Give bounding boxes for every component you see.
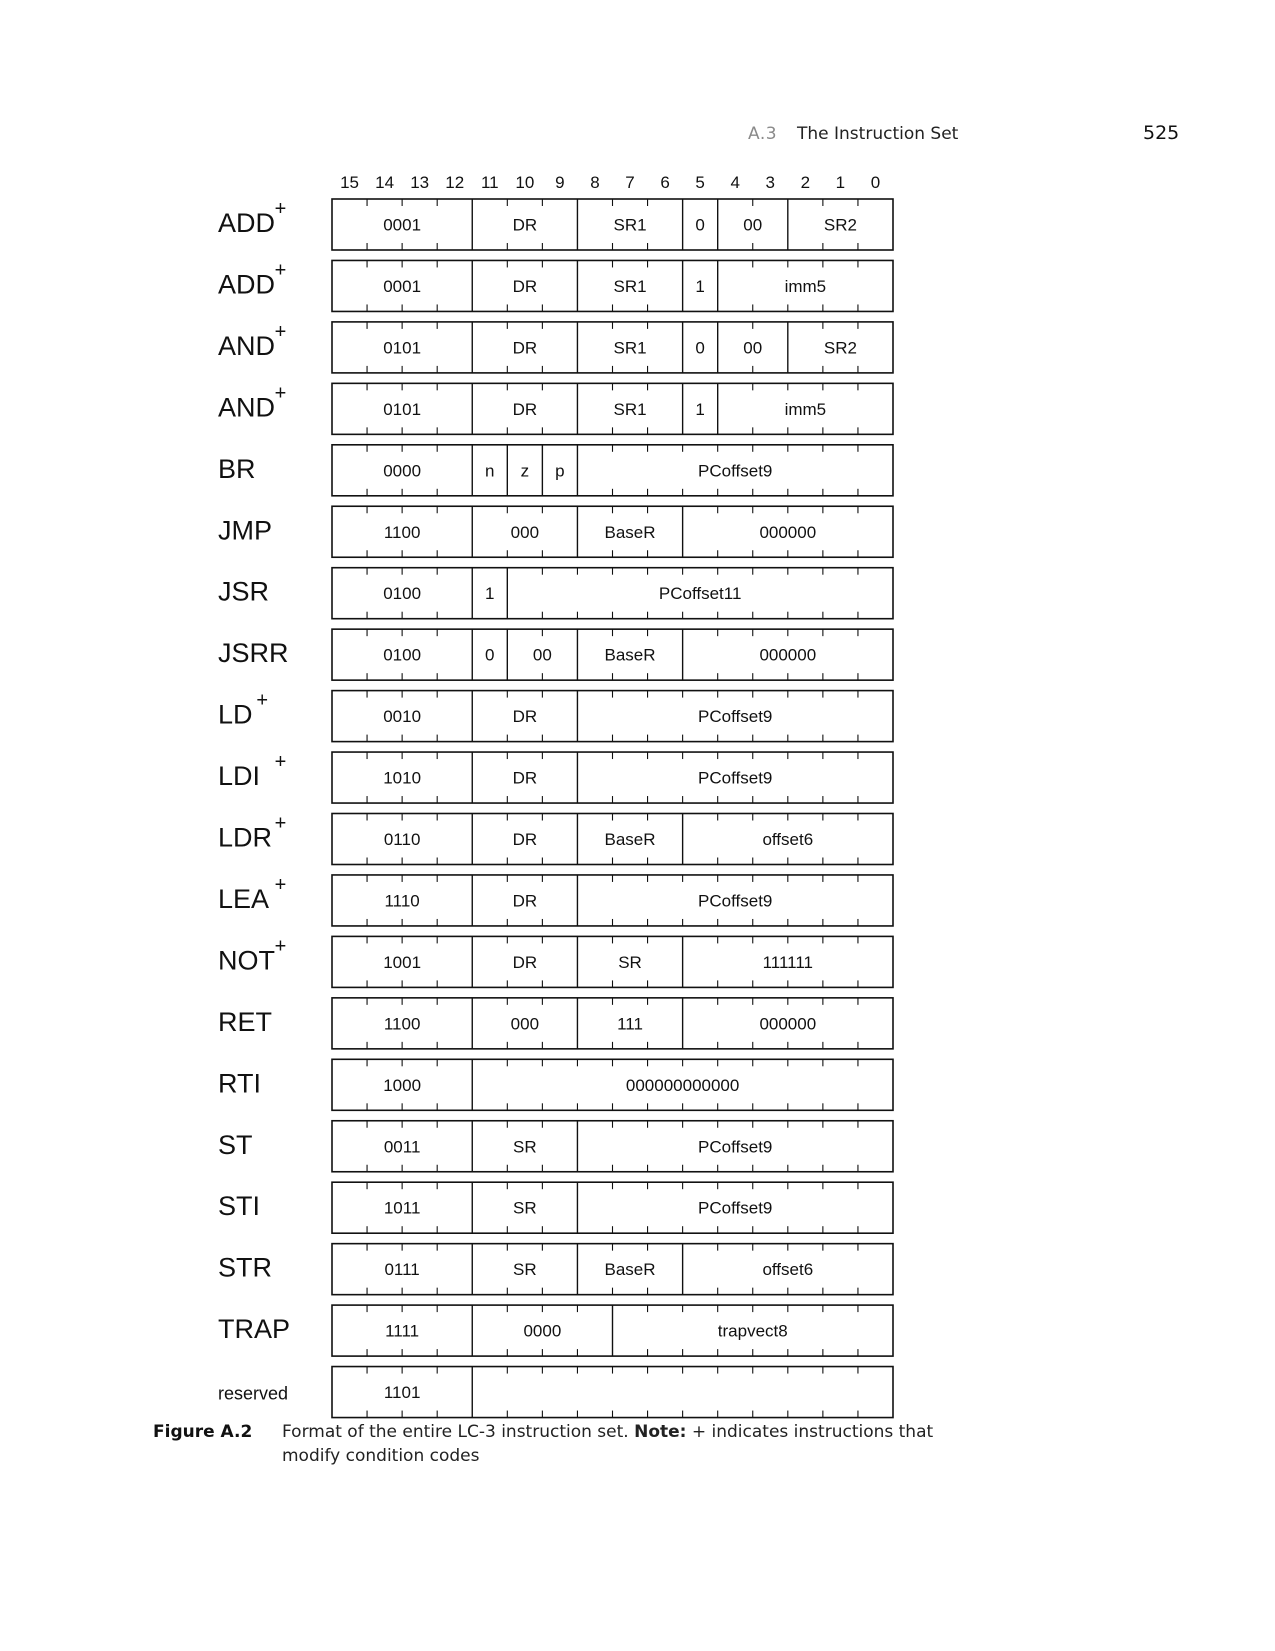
- field-label: 000: [510, 522, 540, 542]
- condition-code-plus: +: [274, 382, 287, 405]
- condition-code-plus: +: [274, 320, 287, 343]
- bit-number-label: 14: [375, 173, 395, 192]
- condition-code-plus: +: [274, 935, 287, 958]
- field-label: 1100: [383, 522, 421, 542]
- field-label: PCoffset9: [698, 707, 773, 727]
- condition-code-plus: +: [274, 198, 287, 220]
- field-label: 0: [485, 645, 495, 665]
- field-label: BaseR: [604, 830, 656, 849]
- instruction-name: ADD: [218, 269, 276, 300]
- field-label: 0010: [383, 707, 422, 727]
- field-label: 1100: [383, 1014, 421, 1034]
- section-number: A.3: [748, 124, 778, 144]
- field-label: PCoffset9: [698, 891, 773, 911]
- field-label: PCoffset9: [698, 461, 773, 481]
- instruction-name: AND: [218, 330, 276, 361]
- field-label: 0011: [383, 1137, 421, 1157]
- field-label: DR: [512, 215, 538, 235]
- instruction-name: LD: [218, 699, 253, 730]
- field-label: 1: [695, 276, 705, 296]
- instruction-name: JSRR: [218, 638, 289, 669]
- bit-number-label: 7: [625, 173, 635, 192]
- field-label: 00: [532, 645, 552, 665]
- field-label: SR2: [823, 215, 857, 235]
- field-label: 1000: [383, 1075, 422, 1095]
- caption-note-text: + indicates instructions that modify condition codes: [282, 1422, 934, 1466]
- instruction-name: LDI: [218, 761, 261, 792]
- caption-body: [282, 1420, 942, 1468]
- instruction-name: NOT: [218, 945, 275, 976]
- field-label: 1111: [385, 1321, 420, 1341]
- field-label: 000000: [759, 522, 817, 542]
- field-label: 111111: [762, 952, 814, 972]
- field-label: BaseR: [604, 645, 656, 665]
- bit-number-label: 10: [515, 173, 535, 192]
- instruction-name: LEA: [218, 883, 270, 914]
- field-label: 0001: [383, 215, 422, 235]
- field-label: 000000000000: [625, 1075, 740, 1095]
- field-label: 1011: [383, 1198, 421, 1218]
- condition-code-plus: +: [256, 689, 269, 712]
- field-label: PCoffset9: [698, 768, 773, 788]
- instruction-name: BR: [218, 453, 256, 484]
- field-label: offset6: [762, 830, 814, 849]
- instruction-name: STR: [218, 1252, 272, 1283]
- field-label: 0101: [383, 399, 422, 419]
- bit-number-label: 11: [480, 173, 499, 192]
- field-label: SR: [618, 952, 642, 972]
- field-label: SR1: [613, 338, 647, 358]
- field-label: 000: [510, 1014, 540, 1034]
- instruction-name: RET: [218, 1006, 272, 1037]
- field-label: 0: [695, 338, 705, 358]
- field-label: DR: [512, 952, 538, 972]
- field-label: 0110: [383, 830, 421, 849]
- bit-number-label: 2: [800, 173, 811, 192]
- field-label: p: [555, 461, 565, 481]
- field-label: DR: [512, 830, 538, 849]
- instruction-name: STI: [218, 1191, 261, 1222]
- instruction-name: JSR: [218, 576, 270, 607]
- bit-number-label: 8: [590, 173, 600, 192]
- instruction-name: AND: [218, 392, 276, 423]
- field-label: DR: [512, 399, 538, 419]
- field-label: 0100: [383, 584, 422, 604]
- field-label: PCoffset11: [658, 584, 742, 604]
- bit-number-label: 9: [555, 173, 565, 192]
- field-label: 1001: [383, 952, 422, 972]
- bit-number-label: 4: [730, 173, 740, 192]
- caption-label: Figure A.2: [153, 1422, 253, 1442]
- bit-number-label: 15: [340, 173, 359, 192]
- field-label: 1: [695, 399, 705, 419]
- caption-text: Format of the entire LC-3 instruction set.: [282, 1422, 629, 1442]
- field-label: offset6: [762, 1260, 814, 1280]
- condition-code-plus: +: [274, 259, 287, 282]
- condition-code-plus: +: [274, 873, 287, 896]
- bit-number-label: 13: [410, 173, 430, 192]
- field-label: 1010: [383, 768, 422, 788]
- field-label: PCoffset9: [698, 1137, 773, 1157]
- field-label: SR: [513, 1198, 537, 1218]
- field-label: SR2: [823, 338, 857, 358]
- bit-number-label: 1: [835, 173, 846, 192]
- instruction-name: reserved: [218, 1383, 289, 1404]
- field-label: 0101: [383, 338, 422, 358]
- field-label: 0111: [384, 1260, 420, 1280]
- bit-number-label: 12: [445, 173, 465, 192]
- field-label: 1101: [383, 1383, 421, 1403]
- bit-number-label: 5: [695, 173, 705, 192]
- instruction-name: ADD: [218, 208, 276, 238]
- field-label: DR: [512, 891, 538, 911]
- field-label: 0000: [523, 1321, 562, 1341]
- field-label: 00: [743, 338, 763, 358]
- field-label: SR1: [613, 215, 647, 235]
- field-label: DR: [512, 768, 538, 788]
- instruction-name: JMP: [218, 515, 272, 546]
- field-label: DR: [512, 707, 538, 727]
- field-label: PCoffset9: [698, 1198, 773, 1218]
- bit-number-label: 6: [660, 173, 670, 192]
- instruction-name: LDR: [218, 822, 273, 853]
- field-label: 1110: [384, 891, 420, 911]
- field-label: SR: [513, 1137, 537, 1157]
- field-label: imm5: [784, 276, 827, 296]
- bit-number-label: 3: [765, 173, 776, 192]
- field-label: 0000: [383, 461, 422, 481]
- field-label: 0: [695, 215, 705, 235]
- field-label: BaseR: [604, 522, 656, 542]
- field-label: 000000: [759, 645, 817, 665]
- field-label: 111: [617, 1014, 643, 1034]
- field-label: imm5: [784, 399, 827, 419]
- field-label: n: [485, 461, 495, 481]
- condition-code-plus: +: [274, 812, 287, 835]
- bit-number-label: 0: [870, 173, 881, 192]
- field-label: SR1: [613, 399, 647, 419]
- field-label: 0100: [383, 645, 422, 665]
- page-number: 525: [1143, 122, 1180, 144]
- field-label: 000000: [759, 1014, 817, 1034]
- caption-note-label: Note:: [634, 1422, 687, 1442]
- condition-code-plus: +: [274, 751, 287, 774]
- instruction-name: RTI: [218, 1068, 262, 1099]
- field-label: z: [520, 461, 530, 481]
- field-label: trapvect8: [717, 1321, 788, 1341]
- field-label: SR1: [613, 276, 647, 296]
- instruction-name: TRAP: [218, 1314, 291, 1345]
- field-label: BaseR: [604, 1260, 656, 1280]
- section-title: The Instruction Set: [797, 124, 959, 144]
- field-label: 00: [743, 215, 763, 235]
- field-label: SR: [513, 1260, 537, 1280]
- instruction-name: ST: [218, 1129, 253, 1160]
- field-label: 0001: [383, 276, 422, 296]
- field-label: 1: [485, 584, 495, 604]
- field-label: DR: [512, 338, 538, 358]
- field-label: DR: [512, 276, 538, 296]
